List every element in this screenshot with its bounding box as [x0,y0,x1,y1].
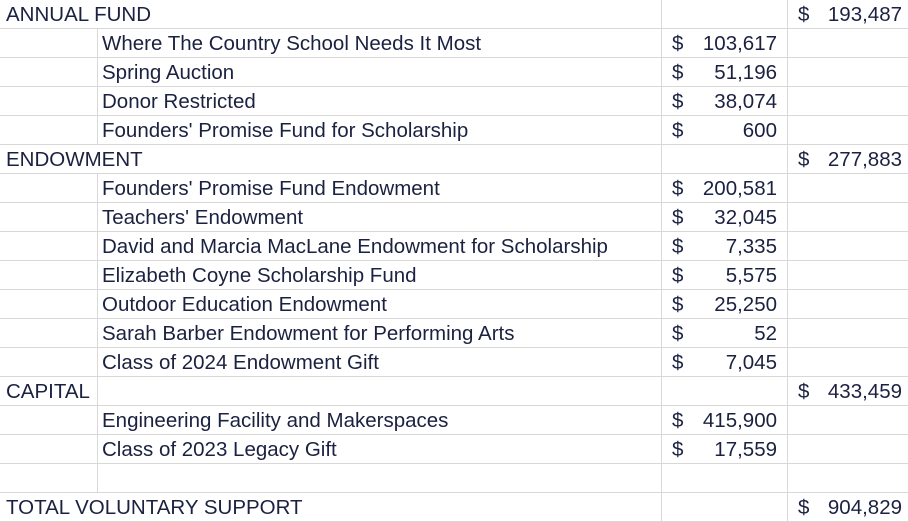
fund-amount: $ 200,581 [662,174,788,202]
table-row [0,319,908,348]
fund-name: Founders' Promise Fund Endowment [98,174,662,202]
table-row [0,348,908,377]
section-title: CAPITAL [0,377,98,405]
grand-total-amount: $ 904,829 [798,496,902,519]
fund-name: Where The Country School Needs It Most [98,29,662,57]
table-row [0,174,908,203]
fund-name: Class of 2024 Endowment Gift [98,348,662,376]
fund-amount: $ 51,196 [662,58,788,86]
table-row [0,232,908,261]
table-row [0,58,908,87]
fund-amount: $ 415,900 [662,406,788,434]
fund-name: Sarah Barber Endowment for Performing Arts [98,319,662,347]
section-title: ENDOWMENT [0,145,662,173]
fund-amount: $ 25,250 [662,290,788,318]
fund-name: Class of 2023 Legacy Gift [98,435,662,463]
fund-amount: $ 38,074 [662,87,788,115]
fund-name: Teachers' Endowment [98,203,662,231]
fund-amount: $ 52 [662,319,788,347]
table-row [0,116,908,145]
fund-name: Spring Auction [98,58,662,86]
fund-amount: $ 17,559 [662,435,788,463]
fund-amount: $ 7,335 [662,232,788,260]
fund-name: Elizabeth Coyne Scholarship Fund [98,261,662,289]
fund-amount: $ 32,045 [662,203,788,231]
grand-total-row [0,493,908,522]
empty-row [0,464,908,493]
section-header-row [0,145,908,174]
section-total: $ 193,487 [798,3,902,26]
table-row [0,87,908,116]
fund-amount: $ 5,575 [662,261,788,289]
grand-total-label: TOTAL VOLUNTARY SUPPORT [0,493,662,521]
section-header-row [0,377,908,406]
section-header-row [0,0,908,29]
fund-amount: $ 600 [662,116,788,144]
section-total: $ 277,883 [798,148,902,171]
table-row [0,261,908,290]
table-row [0,203,908,232]
section-total: $ 433,459 [798,380,902,403]
fund-name: Founders' Promise Fund for Scholarship [98,116,662,144]
fund-name: Outdoor Education Endowment [98,290,662,318]
table-row [0,29,908,58]
table-row [0,290,908,319]
fund-name: David and Marcia MacLane Endowment for Scholarship [98,232,662,260]
fund-amount: $ 7,045 [662,348,788,376]
table-row [0,435,908,464]
fund-name: Donor Restricted [98,87,662,115]
fund-name: Engineering Facility and Makerspaces [98,406,662,434]
fund-amount: $ 103,617 [662,29,788,57]
section-title: ANNUAL FUND [0,0,662,28]
table-row [0,406,908,435]
